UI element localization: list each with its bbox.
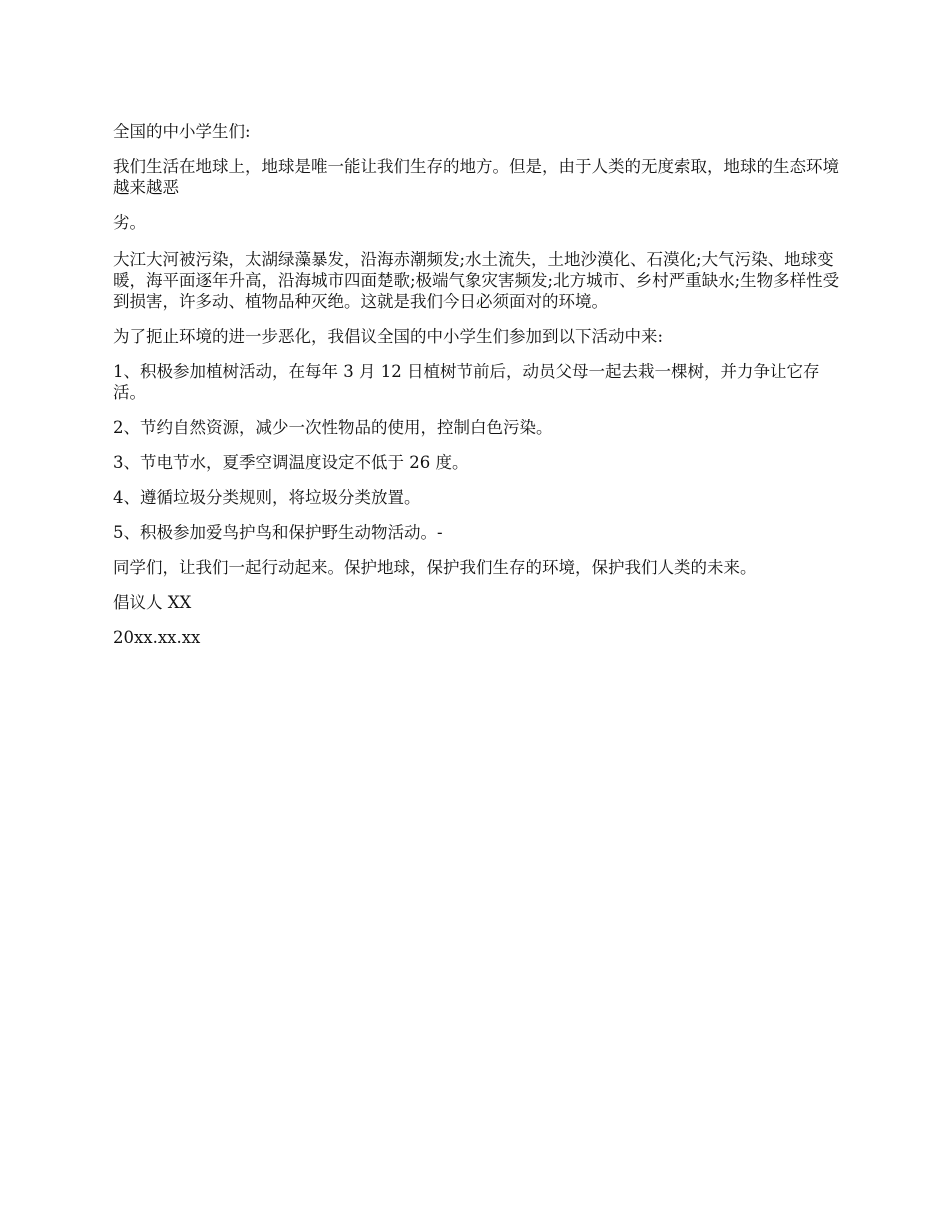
date: 20xx.xx.xx: [113, 628, 201, 647]
closing-paragraph: 同学们，让我们一起行动起来。保护地球，保护我们生存的环境，保护我们人类的未来。: [113, 558, 757, 577]
list-item: 1、积极参加植树活动，在每年 3 月 12 日植树节前后，动员父母一起去栽一棵树，并力争让它存活。: [113, 362, 820, 402]
list-item: 5、积极参加爱鸟护鸟和保护野生动物活动。-: [113, 523, 443, 542]
problems-paragraph: 大江大河被污染，太湖绿藻暴发，沿海赤潮频发;水土流失，土地沙漠化、石漠化;大气污染、地球变暖，海平面逐年升高，沿海城市四面楚歌;极端气象灾害频发;北方城市、乡村严重缺水;生物多样性受到损害，许多动、植物品种灭绝。这就是我们今日必须面对的环境。: [113, 250, 840, 311]
call-paragraph: 为了扼止环境的进一步恶化，我倡议全国的中小学生们参加到以下活动中来:: [113, 327, 664, 346]
salutation: 全国的中小学生们:: [113, 122, 251, 141]
intro-tail: 劣。: [113, 213, 146, 232]
list-item: 2、节约自然资源，减少一次性物品的使用，控制白色污染。: [113, 418, 553, 437]
list-item: 3、节电节水，夏季空调温度设定不低于 26 度。: [113, 453, 469, 472]
document-body: [113, 121, 841, 662]
list-item: 4、遵循垃圾分类规则，将垃圾分类放置。: [113, 488, 421, 507]
signature: 倡议人 XX: [113, 593, 192, 612]
intro-paragraph: 我们生活在地球上，地球是唯一能让我们生存的地方。但是，由于人类的无度索取，地球的生态环境越来越恶: [113, 157, 839, 197]
